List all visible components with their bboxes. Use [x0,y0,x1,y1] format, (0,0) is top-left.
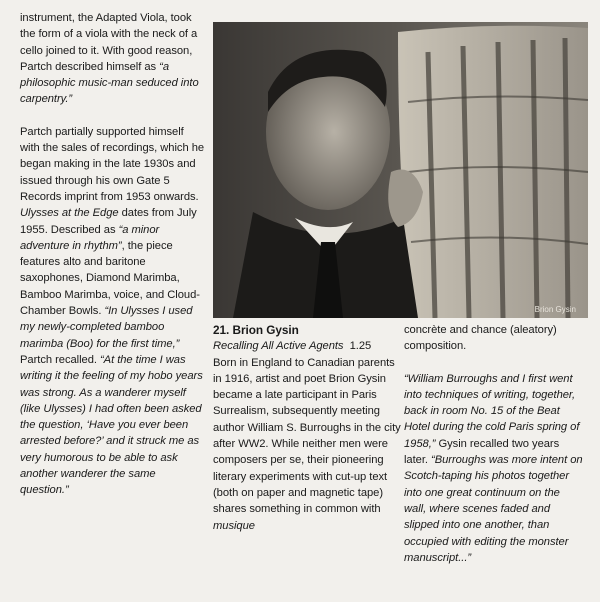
paragraph-adapted-viola [20,10,205,108]
work-title: Ulysses at the Edge [20,207,119,220]
paragraph-text: Gysin recalled two years later. [404,437,560,467]
quote: “Burroughs was more intent on Scotch-taping his photos together into one great continuum on the wall, where scenes faded and slipped into one another, than occupied with editing the monster manuscript...” [404,454,583,564]
paragraph-text: instrument, the Adapted Viola, took the form of a viola with the neck of a cello joined to it. With good reason, Partch described himself as [20,12,198,73]
paragraph-text: Born in England to Canadian parents in 1916, artist and poet Brion Gysin became a late participant in Paris Surrealism, subsequently meeting author William S. Burroughs in the city after WW2. While neither men were composers per se, their pioneering literary experiments with cut-up text (both on paper and magnetic tape) shares something in common with [213,356,401,516]
quote: “William Burroughs and I first went into techniques of writing, together, back in room No. 15 of the Beat Hotel during the cold Paris spring of 1958,” [404,372,580,450]
paragraph-text: Partch partially supported himself with the sales of recordings, which he began making in the late 1930s and issued through his own Gate 5 Records imprint from 1953 onwards. [20,125,205,203]
paragraph-text: Partch recalled. [20,353,100,366]
brion-gysin-photo [213,22,588,318]
photo-credit: Brion Gysin [534,305,576,314]
paragraph-italic: musique [213,519,255,532]
entry-track-line [213,338,403,354]
entry-body [213,355,403,534]
paragraph-text: , the piece features alto and baritone saxophones, Diamond Marimba, Bamboo Marimba, voice, and Cloud-Chamber Bowls. [20,239,200,318]
paragraph-gysin-quote [404,371,584,567]
quote: “In Ulysses I used my newly-completed bamboo marimba (Boo) for the first time,” [20,305,193,350]
photo-illustration [213,22,588,318]
paragraph-text: dates from July 1955. Described as [20,207,197,236]
track-title: Recalling All Active Agents [213,340,344,353]
track-duration: 1.25 [349,340,372,353]
left-column [20,10,205,499]
quote: “At the time I was writing it the feeling of my hobo years was strong. As a wanderer myself (like Ulysses) I had often been asked the question, ‘Have you ever been arrested before?’ and it struck me as very humorous to be able to ask another wanderer the same question.” [20,353,203,497]
quote: “a minor adventure in rhythm” [20,223,160,252]
paragraph-recordings [20,124,205,499]
paragraph-continuation: concrète and chance (aleatory) composition. [404,324,557,353]
entry-title: 21. Brion Gysin [213,323,299,337]
entry-21 [213,322,403,534]
quote: “a philosophic music-man seduced into carpentry.” [20,60,199,106]
right-column [404,322,584,566]
